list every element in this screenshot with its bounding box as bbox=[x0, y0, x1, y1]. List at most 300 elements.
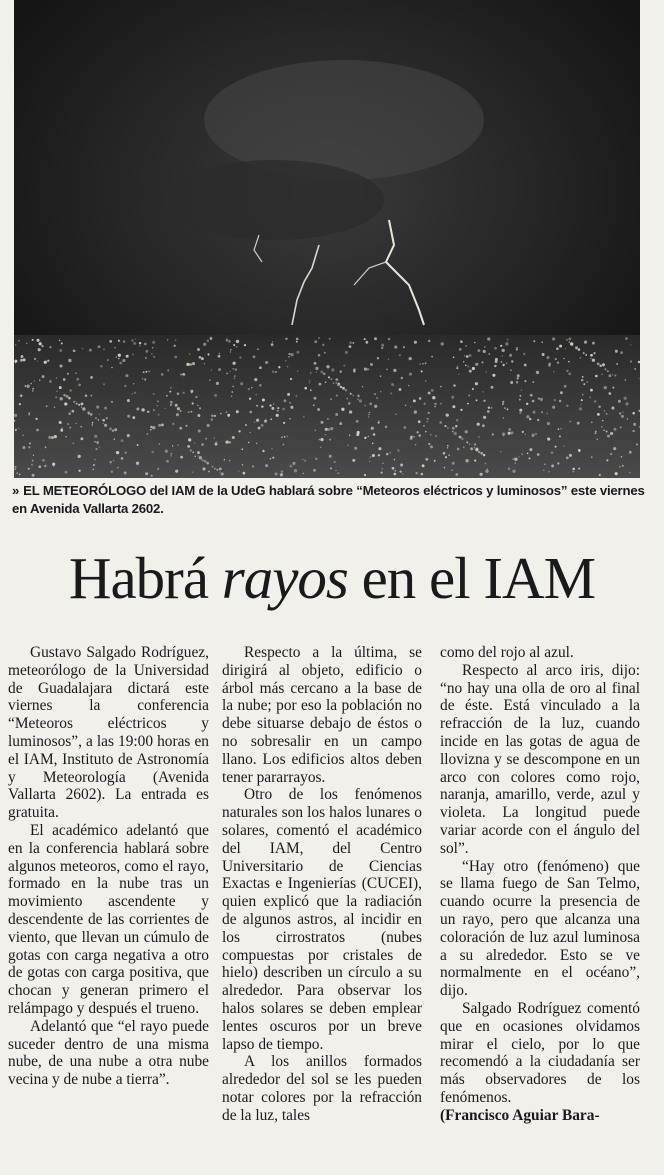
city-light bbox=[335, 413, 338, 416]
city-light bbox=[48, 436, 51, 439]
city-light bbox=[190, 449, 192, 451]
city-light bbox=[290, 353, 293, 356]
city-light bbox=[408, 385, 409, 386]
city-light bbox=[147, 411, 149, 413]
city-light bbox=[45, 447, 46, 448]
city-light bbox=[463, 446, 465, 448]
city-light bbox=[447, 427, 449, 429]
city-light bbox=[352, 342, 354, 344]
city-light bbox=[591, 456, 593, 458]
city-light bbox=[614, 374, 616, 376]
city-light bbox=[261, 405, 263, 407]
city-light bbox=[244, 344, 246, 346]
city-light bbox=[136, 462, 139, 465]
city-light bbox=[202, 467, 205, 470]
city-light bbox=[466, 355, 469, 358]
city-light bbox=[270, 418, 272, 420]
city-light bbox=[566, 457, 569, 460]
city-light bbox=[14, 414, 17, 417]
city-light bbox=[457, 448, 460, 451]
lightning-city-photo bbox=[14, 0, 640, 478]
city-light bbox=[320, 447, 321, 448]
city-light bbox=[503, 435, 504, 436]
city-light bbox=[42, 459, 45, 462]
city-light bbox=[403, 426, 406, 429]
city-light bbox=[370, 456, 372, 458]
city-light bbox=[502, 355, 504, 357]
city-light bbox=[487, 468, 488, 469]
city-light bbox=[190, 390, 193, 393]
city-light bbox=[64, 471, 67, 474]
city-light bbox=[582, 376, 584, 378]
city-light bbox=[460, 340, 463, 343]
city-light bbox=[236, 410, 239, 413]
caption-text: EL METEORÓLOGO del IAM de la UdeG hablará sobre “Meteoros eléctricos y luminosos” este viernes en Avenida Vallarta 2602. bbox=[12, 483, 645, 516]
city-light bbox=[609, 392, 612, 395]
city-light bbox=[320, 371, 323, 374]
city-light bbox=[94, 459, 95, 460]
city-light bbox=[605, 368, 607, 370]
city-light bbox=[500, 345, 502, 347]
city-light bbox=[524, 364, 527, 367]
city-light bbox=[320, 438, 323, 441]
city-light bbox=[179, 427, 182, 430]
city-light bbox=[112, 429, 114, 431]
city-light bbox=[292, 462, 295, 465]
city-light bbox=[287, 393, 290, 396]
city-light bbox=[20, 359, 23, 362]
city-light bbox=[150, 426, 152, 428]
city-light bbox=[424, 403, 426, 405]
city-light bbox=[243, 472, 246, 475]
city-light bbox=[215, 441, 217, 443]
city-light bbox=[482, 424, 485, 427]
city-light bbox=[356, 420, 359, 423]
city-light bbox=[419, 397, 421, 399]
city-light bbox=[568, 337, 571, 340]
city-light bbox=[475, 363, 478, 366]
city-light bbox=[606, 431, 608, 433]
city-light bbox=[152, 347, 154, 349]
city-light bbox=[509, 354, 512, 357]
city-light bbox=[187, 445, 190, 448]
city-light bbox=[444, 425, 446, 427]
city-light bbox=[460, 409, 462, 411]
city-light bbox=[469, 370, 472, 373]
city-light bbox=[36, 339, 39, 342]
city-light bbox=[547, 413, 548, 414]
city-light bbox=[203, 343, 206, 346]
city-light bbox=[118, 354, 121, 357]
city-light bbox=[469, 443, 471, 445]
city-light bbox=[619, 412, 621, 414]
city-light bbox=[207, 339, 210, 342]
city-light bbox=[604, 410, 605, 411]
city-light bbox=[169, 391, 171, 393]
city-light bbox=[234, 375, 236, 377]
city-light bbox=[401, 377, 403, 379]
city-light bbox=[349, 410, 352, 413]
city-light bbox=[474, 460, 476, 462]
city-light bbox=[602, 363, 605, 366]
city-light bbox=[211, 369, 212, 370]
city-light bbox=[170, 455, 172, 457]
city-light bbox=[557, 361, 559, 363]
city-light bbox=[634, 368, 636, 370]
city-light bbox=[221, 472, 224, 475]
city-light bbox=[472, 388, 474, 390]
city-light bbox=[517, 374, 520, 377]
city-light bbox=[273, 403, 274, 404]
city-light bbox=[508, 432, 511, 435]
city-light bbox=[478, 436, 480, 438]
city-light bbox=[15, 362, 16, 363]
city-light bbox=[151, 475, 153, 477]
city-light bbox=[614, 428, 617, 431]
city-light bbox=[514, 458, 517, 461]
city-light bbox=[234, 377, 236, 379]
city-light bbox=[329, 455, 332, 458]
city-light bbox=[459, 436, 462, 439]
city-light bbox=[220, 413, 222, 415]
city-light bbox=[316, 372, 317, 373]
city-light bbox=[197, 451, 200, 454]
city-light bbox=[558, 428, 560, 430]
city-light bbox=[201, 459, 203, 461]
city-light bbox=[630, 451, 631, 452]
city-light bbox=[147, 433, 149, 435]
city-light bbox=[289, 402, 291, 404]
city-light bbox=[405, 405, 407, 407]
city-light bbox=[604, 386, 607, 389]
city-light bbox=[192, 362, 195, 365]
city-light bbox=[357, 431, 360, 434]
city-light bbox=[399, 388, 402, 391]
city-light bbox=[185, 425, 187, 427]
city-light bbox=[89, 349, 92, 352]
city-light bbox=[248, 442, 250, 444]
city-light bbox=[510, 381, 513, 384]
city-light bbox=[378, 422, 380, 424]
city-light bbox=[94, 435, 97, 438]
city-light bbox=[389, 452, 390, 453]
city-light bbox=[134, 392, 136, 394]
city-light bbox=[483, 350, 486, 353]
city-light bbox=[447, 445, 449, 447]
city-light bbox=[35, 418, 37, 420]
city-light bbox=[131, 393, 133, 395]
city-light bbox=[34, 358, 36, 360]
city-light bbox=[296, 341, 298, 343]
city-light bbox=[272, 457, 274, 459]
city-light bbox=[158, 424, 161, 427]
city-light bbox=[78, 404, 80, 406]
city-light bbox=[177, 444, 178, 445]
city-light bbox=[597, 439, 598, 440]
city-light bbox=[380, 391, 381, 392]
city-light bbox=[453, 384, 455, 386]
city-light bbox=[434, 403, 437, 406]
city-light bbox=[283, 422, 285, 424]
city-light bbox=[638, 378, 639, 379]
city-light bbox=[390, 392, 392, 394]
city-light bbox=[38, 348, 41, 351]
city-light bbox=[19, 474, 21, 476]
city-light bbox=[590, 354, 593, 357]
city-light bbox=[552, 337, 555, 340]
city-light bbox=[285, 360, 287, 362]
city-light bbox=[330, 467, 332, 469]
city-light bbox=[113, 460, 114, 461]
city-light bbox=[488, 406, 490, 408]
city-light bbox=[555, 446, 557, 448]
city-light bbox=[235, 368, 238, 371]
city-light bbox=[85, 395, 87, 397]
city-light bbox=[326, 428, 328, 430]
city-light bbox=[478, 451, 480, 453]
city-light bbox=[492, 374, 495, 377]
city-light bbox=[524, 380, 526, 382]
city-light bbox=[262, 399, 265, 402]
city-light bbox=[519, 409, 522, 412]
city-light bbox=[236, 340, 239, 343]
city-light bbox=[546, 356, 549, 359]
city-light bbox=[310, 389, 312, 391]
city-light bbox=[98, 419, 100, 421]
city-light bbox=[73, 349, 76, 352]
city-light bbox=[63, 394, 66, 397]
city-light bbox=[303, 416, 304, 417]
city-light bbox=[349, 345, 352, 348]
city-light bbox=[427, 421, 428, 422]
city-light bbox=[409, 357, 412, 360]
city-light bbox=[397, 449, 399, 451]
city-light bbox=[369, 402, 372, 405]
city-light bbox=[590, 389, 593, 392]
city-light bbox=[579, 407, 582, 410]
city-light bbox=[251, 387, 252, 388]
city-light bbox=[46, 405, 48, 407]
city-light bbox=[519, 395, 521, 397]
city-light bbox=[519, 399, 521, 401]
city-light bbox=[565, 348, 566, 349]
city-light bbox=[542, 341, 544, 343]
city-light bbox=[188, 438, 191, 441]
city-light bbox=[326, 365, 329, 368]
city-light bbox=[252, 465, 254, 467]
city-light bbox=[414, 341, 417, 344]
city-light bbox=[177, 407, 180, 410]
city-light bbox=[569, 341, 570, 342]
city-light bbox=[347, 398, 349, 400]
city-light bbox=[378, 454, 380, 456]
city-light bbox=[381, 344, 384, 347]
city-light bbox=[352, 459, 355, 462]
city-light bbox=[124, 385, 127, 388]
city-light bbox=[622, 465, 624, 467]
city-light bbox=[585, 354, 587, 356]
city-light bbox=[59, 364, 62, 367]
city-light bbox=[354, 447, 357, 450]
city-light bbox=[511, 360, 513, 362]
city-light bbox=[68, 359, 71, 362]
city-light bbox=[532, 411, 535, 414]
city-light bbox=[488, 353, 490, 355]
city-light bbox=[590, 397, 592, 399]
city-light bbox=[78, 470, 80, 472]
city-light bbox=[207, 424, 210, 427]
city-light bbox=[368, 414, 369, 415]
city-light bbox=[566, 405, 568, 407]
paragraph: Salgado Rodríguez comentó que en ocasiones olvidamos mirar el cielo, por lo que recomendó a la ciudadanía ser más observadores de los fenómenos. bbox=[440, 999, 640, 1106]
city-light bbox=[467, 403, 469, 405]
city-light bbox=[536, 371, 539, 374]
city-light bbox=[526, 415, 529, 418]
city-light bbox=[248, 388, 250, 390]
city-light bbox=[232, 368, 234, 370]
city-light bbox=[470, 447, 473, 450]
city-light bbox=[114, 438, 116, 440]
city-light bbox=[180, 374, 182, 376]
city-light bbox=[282, 443, 284, 445]
city-light bbox=[619, 466, 621, 468]
city-light bbox=[214, 468, 216, 470]
city-light bbox=[343, 365, 345, 367]
city-light bbox=[289, 418, 290, 419]
city-light bbox=[186, 363, 189, 366]
city-light bbox=[39, 380, 40, 381]
city-light bbox=[275, 473, 278, 476]
city-light bbox=[451, 469, 453, 471]
city-light bbox=[165, 450, 168, 453]
city-light bbox=[612, 374, 613, 375]
city-light bbox=[240, 382, 243, 385]
city-light bbox=[380, 375, 382, 377]
city-light bbox=[230, 351, 231, 352]
city-light bbox=[32, 460, 34, 462]
city-light bbox=[150, 429, 152, 431]
city-light bbox=[41, 345, 43, 347]
city-light bbox=[532, 400, 535, 403]
city-light bbox=[230, 349, 232, 351]
paragraph: “Hay otro (fenómeno) que se llama fuego de San Telmo, cuando ocurre la presencia de un rayo, pero que alcanza una coloración de luz azul luminosa a su alrededor. Esto se ve normalmente en el océano”, dijo. bbox=[440, 857, 640, 1000]
city-light bbox=[270, 458, 271, 459]
headline-part3: en el IAM bbox=[361, 545, 596, 611]
city-light bbox=[32, 390, 34, 392]
city-light bbox=[33, 455, 34, 456]
lightning-city-photo-graphic bbox=[14, 0, 640, 478]
city-light bbox=[170, 404, 172, 406]
city-light bbox=[579, 357, 581, 359]
city-light bbox=[319, 383, 322, 386]
city-light bbox=[22, 446, 25, 449]
city-light bbox=[152, 341, 155, 344]
city-light bbox=[506, 363, 507, 364]
city-light bbox=[232, 436, 235, 439]
city-light bbox=[100, 365, 103, 368]
city-light bbox=[32, 474, 35, 477]
city-light bbox=[452, 431, 453, 432]
city-light bbox=[477, 349, 480, 352]
city-light bbox=[216, 469, 218, 471]
city-light bbox=[226, 372, 228, 374]
city-light bbox=[557, 462, 559, 464]
city-light bbox=[327, 418, 329, 420]
city-light bbox=[434, 406, 436, 408]
city-light bbox=[166, 395, 168, 397]
city-light bbox=[551, 464, 554, 467]
city-light bbox=[368, 436, 369, 437]
city-light bbox=[357, 398, 358, 399]
city-light bbox=[321, 421, 324, 424]
city-light bbox=[151, 353, 152, 354]
city-light bbox=[153, 409, 154, 410]
city-light bbox=[485, 463, 487, 465]
paragraph-continuation: como del rojo al azul. bbox=[440, 644, 574, 661]
city-light bbox=[516, 349, 518, 351]
city-light bbox=[402, 473, 403, 474]
city-light bbox=[403, 346, 405, 348]
city-light bbox=[285, 338, 287, 340]
city-light bbox=[431, 356, 433, 358]
city-light bbox=[256, 405, 258, 407]
city-light bbox=[353, 368, 355, 370]
photo-caption bbox=[12, 482, 652, 518]
city-light bbox=[106, 417, 108, 419]
city-light bbox=[523, 353, 525, 355]
city-light bbox=[633, 423, 636, 426]
city-light bbox=[370, 363, 373, 366]
city-light bbox=[425, 458, 428, 461]
city-light bbox=[34, 380, 36, 382]
city-light bbox=[315, 367, 318, 370]
city-light bbox=[127, 399, 130, 402]
city-light bbox=[393, 369, 396, 372]
city-light bbox=[219, 353, 220, 354]
city-light bbox=[495, 358, 498, 361]
city-light bbox=[575, 348, 577, 350]
city-light bbox=[63, 378, 66, 381]
city-light bbox=[242, 464, 244, 466]
city-light bbox=[378, 447, 381, 450]
city-light bbox=[502, 403, 504, 405]
city-light bbox=[392, 467, 395, 470]
city-light bbox=[477, 423, 480, 426]
city-light bbox=[447, 447, 448, 448]
city-light bbox=[241, 448, 243, 450]
city-light bbox=[88, 413, 90, 415]
city-light bbox=[313, 404, 315, 406]
city-light bbox=[554, 399, 556, 401]
city-light bbox=[93, 469, 95, 471]
paragraph: Adelantó que “el rayo puede suceder dentro de una misma nube, de una nube a otra nube vecina y de nube a tierra”. bbox=[8, 1017, 209, 1089]
city-light bbox=[413, 436, 415, 438]
city-light bbox=[238, 430, 240, 432]
city-light bbox=[51, 436, 54, 439]
city-light bbox=[16, 472, 17, 473]
city-light bbox=[132, 353, 134, 355]
city-light bbox=[601, 373, 603, 375]
city-light bbox=[532, 381, 534, 383]
city-light bbox=[382, 463, 383, 464]
city-light bbox=[288, 353, 290, 355]
city-light bbox=[145, 371, 147, 373]
city-light bbox=[158, 414, 160, 416]
city-light bbox=[18, 428, 19, 429]
city-light bbox=[171, 453, 173, 455]
city-light bbox=[131, 339, 133, 341]
city-light bbox=[443, 452, 446, 455]
